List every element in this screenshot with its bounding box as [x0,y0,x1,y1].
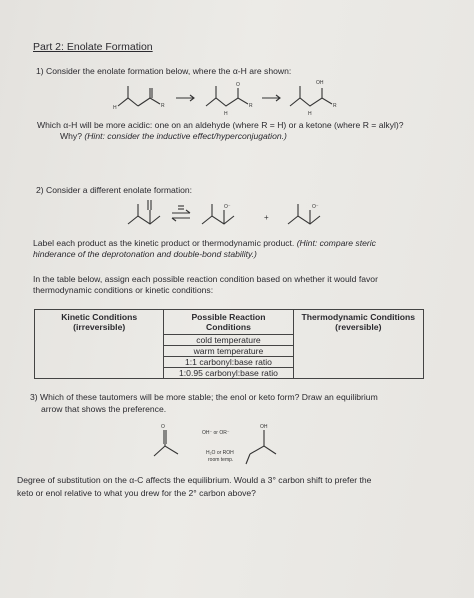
q2-label-hint-2: hinderance of the deprotonation and double-bond stability.) [33,249,257,259]
svg-text:OH: OH [260,424,268,430]
q3-closing-line2: keto or enol relative to what you drew for the 2° carbon above? [17,488,256,498]
q1-prompt: 1) Consider the enolate formation below, where the α-H are shown: [36,66,292,76]
q1-question-line1: Which α-H will be more acidic: one on an aldehyde (where R = H) or a ketone (where R = alkyl)? [37,120,404,130]
q1-enolate-chain [206,98,248,106]
q1-hint: (Hint: consider the inductive effect/hyperconjugation.) [84,131,287,141]
q3-tautomer-scheme [150,422,300,470]
q2-ketone-chain [128,216,160,224]
svg-text:O: O [236,82,240,88]
q2-prompt: 2) Consider a different enolate formation: [36,185,193,195]
svg-text:H: H [308,111,312,117]
kinetic-conditions-column[interactable]: Kinetic Conditions (irreversible) [35,310,164,379]
svg-text:O: O [161,424,165,430]
condition-cell: warm temperature [164,346,293,357]
q3-closing-line1: Degree of substitution on the α-C affects the equilibrium. Would a 3° carbon shift to prefer the [17,475,372,485]
svg-text:R: R [249,103,253,109]
q2-enolate-scheme [120,196,350,236]
q2-table-intro-2: thermodynamic conditions or kinetic conditions: [33,285,214,295]
svg-text:H: H [224,111,228,117]
part-title: Part 2: Enolate Formation [33,41,153,53]
q3-condition-bottom-2: room temp. [208,457,234,463]
q1-reactant-chain [118,98,138,106]
possible-conditions-header: Possible Reaction Conditions [164,310,293,335]
thermodynamic-conditions-column[interactable]: Thermodynamic Conditions (reversible) [293,310,423,379]
svg-text:R: R [161,103,165,109]
q3-condition-top: OH⁻ or OR⁻ [202,430,230,436]
condition-cell: cold temperature [164,335,293,346]
q3-condition-bottom-1: H₂O or ROH [206,450,234,456]
q1-enolate-scheme [110,78,340,118]
q2-label-line1 [33,238,376,249]
q2-plus: + [264,213,269,222]
svg-text:H: H [113,105,117,111]
condition-cell: 1:0.95 carbonyl:base ratio [164,368,293,379]
q2-enolate-2 [288,216,320,224]
q3-prompt-line2: arrow that shows the preference. [41,404,167,414]
q1-why: Why? [60,131,85,141]
svg-text:OH: OH [316,80,324,86]
q2-enolate-1 [202,216,234,224]
condition-cell: 1:1 carbonyl:base ratio [164,357,293,368]
svg-text:O⁻: O⁻ [312,204,319,210]
q2-label-instruction: Label each product as the kinetic product or thermodynamic product. [33,238,297,248]
q1-question-line2 [60,131,287,142]
conditions-table [34,309,424,379]
svg-text:O⁻: O⁻ [224,204,231,210]
q2-label-hint-1: (Hint: compare steric [296,238,376,248]
q1-enol-chain [290,98,332,106]
table-header-row [35,310,424,335]
q3-prompt-line1: 3) Which of these tautomers will be more stable; the enol or keto form? Draw an equilibrium [30,392,378,402]
svg-text:R: R [333,103,337,109]
q2-table-intro-1: In the table below, assign each possible reaction condition based on whether it would favor [33,274,378,284]
